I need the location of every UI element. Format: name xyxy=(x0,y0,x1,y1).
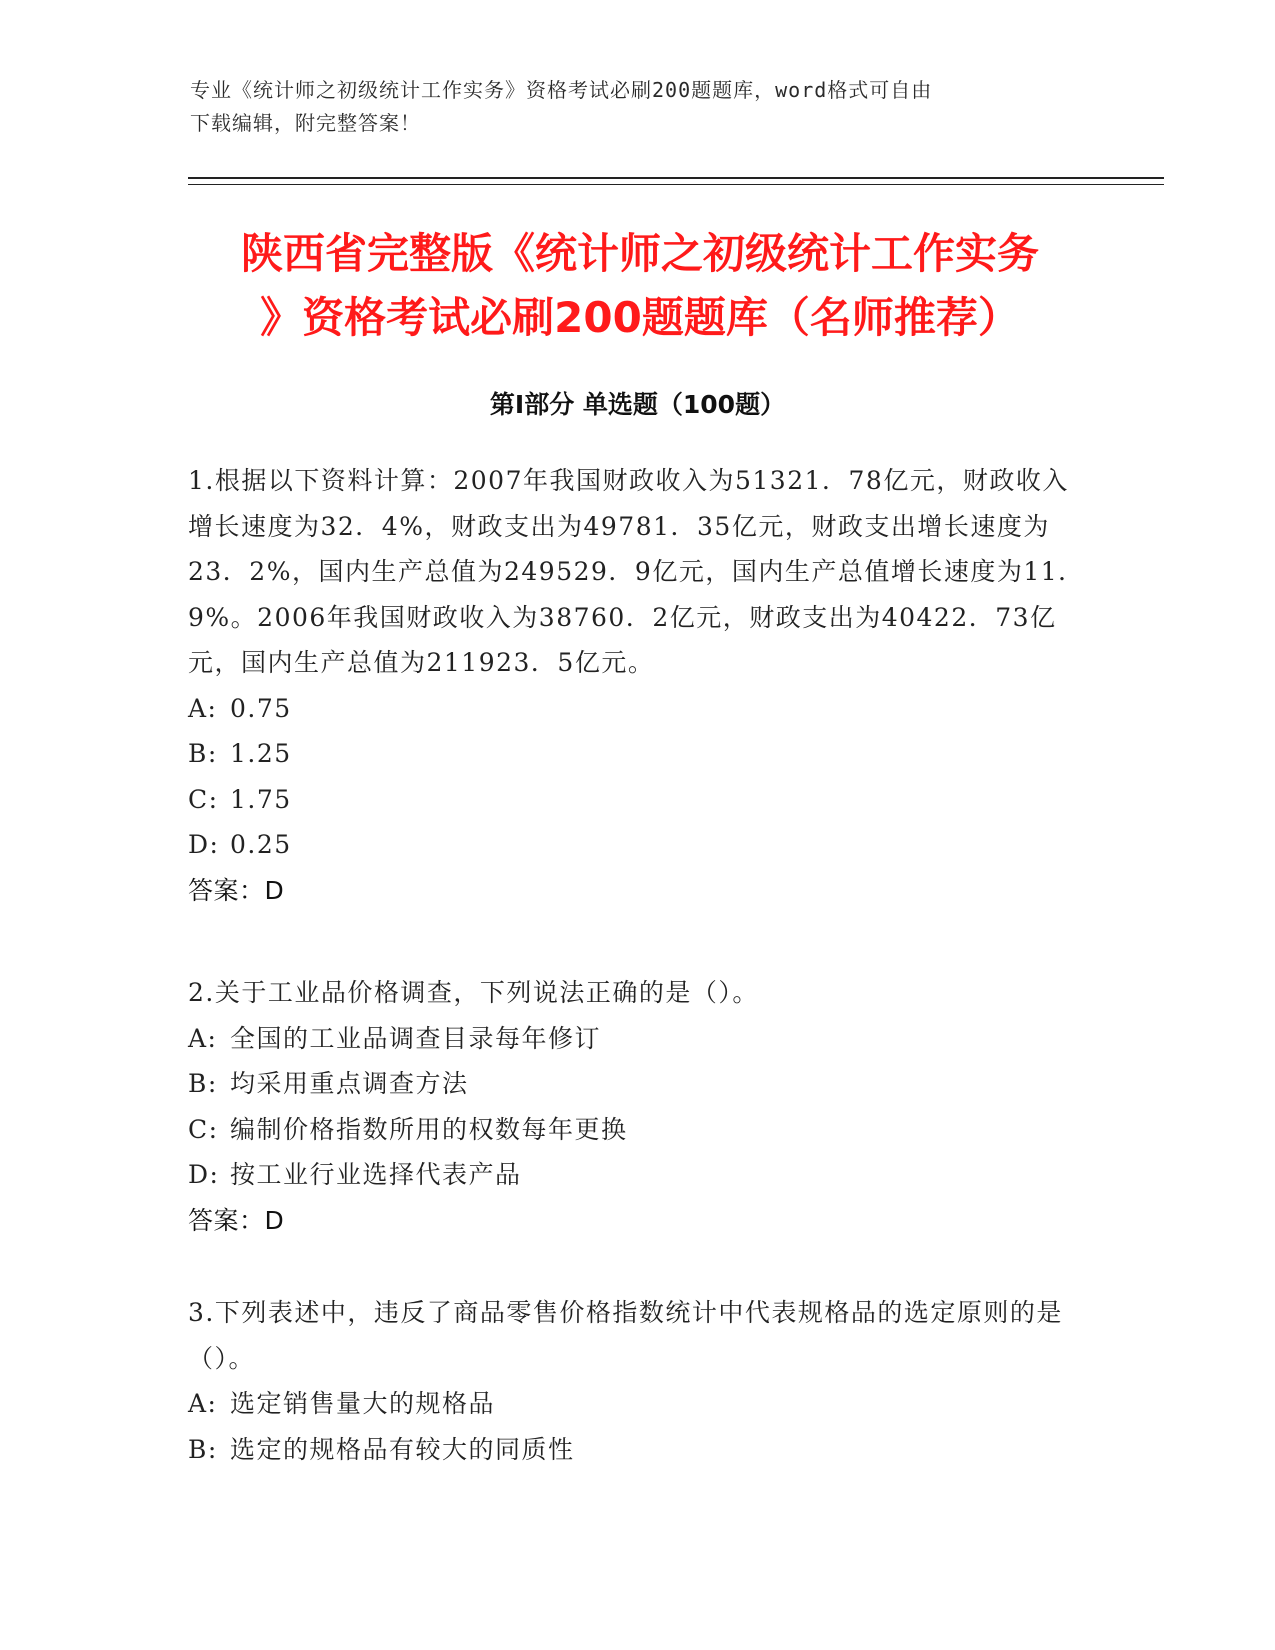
header-note xyxy=(190,74,1090,140)
option-text: 1.25 xyxy=(230,739,292,768)
header-note-line-2: 下载编辑，附完整答案！ xyxy=(190,111,421,135)
document-title xyxy=(190,222,1090,350)
option-text: 选定的规格品有较大的同质性 xyxy=(230,1434,575,1464)
option-text: 编制价格指数所用的权数每年更换 xyxy=(230,1114,628,1144)
section-title: 第Ⅰ部分 单选题（100题） xyxy=(489,390,786,419)
question-3 xyxy=(188,1290,1088,1472)
option-text: 全国的工业品调查目录每年修订 xyxy=(230,1023,602,1053)
option-a xyxy=(188,1016,1088,1062)
option-a xyxy=(188,1381,1088,1427)
option-letter: B: xyxy=(188,739,218,768)
question-stem: 3.下列表述中，违反了商品零售价格指数统计中代表规格品的选定原则的是（）。 xyxy=(188,1298,1063,1373)
header-divider-thick xyxy=(188,177,1164,179)
option-c xyxy=(188,1107,1088,1153)
option-b xyxy=(188,1061,1088,1107)
option-text: 按工业行业选择代表产品 xyxy=(230,1160,522,1189)
question-stem: 1.根据以下资料计算：2007年我国财政收入为51321．78亿元，财政收入增长速度为32．4%，财政支出为49781．35亿元，财政支出增长速度为23．2%，国内生产总值为249529．9亿元，国内生产总值增长速度为11．9%。2006年我国财政收入为38760．2亿元，财政支出为40422．73亿元，国内生产总值为211923．5亿元。 xyxy=(188,466,1085,677)
option-d xyxy=(188,1152,1088,1198)
question-stem: 2.关于工业品价格调查，下列说法正确的是（）。 xyxy=(188,978,759,1007)
option-text: 均采用重点调查方法 xyxy=(230,1069,469,1098)
option-b xyxy=(188,731,1088,777)
option-letter: C: xyxy=(188,784,219,814)
option-letter: C: xyxy=(188,1114,219,1144)
option-text: 0.75 xyxy=(230,693,292,723)
document-title-line-1: 陕西省完整版《统计师之初级统计工作实务 xyxy=(240,229,1039,278)
option-letter: B: xyxy=(188,1434,218,1464)
answer: 答案：D xyxy=(188,875,285,905)
option-letter: A: xyxy=(188,1389,218,1418)
option-letter: A: xyxy=(188,1023,218,1053)
option-letter: B: xyxy=(188,1069,218,1098)
header-divider-thin xyxy=(188,184,1164,185)
option-letter: D: xyxy=(188,1160,220,1189)
option-text: 选定销售量大的规格品 xyxy=(230,1389,496,1418)
option-text: 1.75 xyxy=(230,784,292,814)
answer: 答案：D xyxy=(188,1205,285,1235)
option-text: 0.25 xyxy=(230,830,292,859)
document-title-line-2: 》资格考试必刷200题题库（名师推荐） xyxy=(260,293,1020,342)
option-d xyxy=(188,822,1088,868)
question-1 xyxy=(188,458,1088,913)
option-letter: D: xyxy=(188,830,220,859)
option-c xyxy=(188,777,1088,823)
option-letter: A: xyxy=(188,693,218,723)
option-a xyxy=(188,686,1088,732)
header-note-line-1: 专业《统计师之初级统计工作实务》资格考试必刷200题题库，word格式可自由 xyxy=(190,78,933,102)
option-b xyxy=(188,1427,1088,1473)
question-2 xyxy=(188,970,1088,1243)
